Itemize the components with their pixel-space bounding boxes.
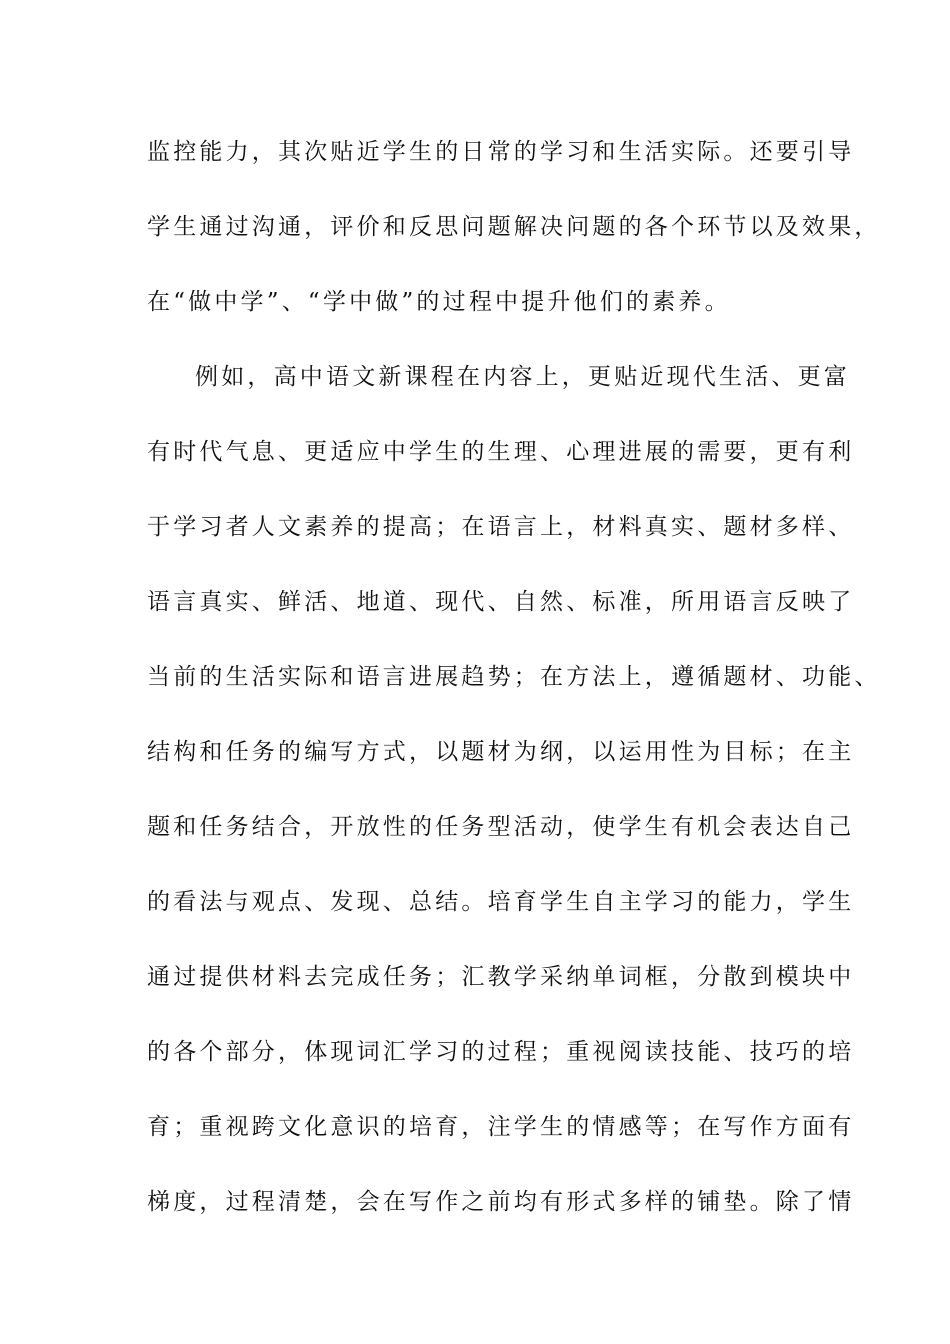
paragraph-line: 语言真实、鲜活、地道、现代、自然、标准，所用语言反映了 xyxy=(147,589,855,615)
paragraph-line: 在“做中学”、“学中做”的过程中提升他们的素养。 xyxy=(147,289,731,315)
paragraph-line: 题和任务结合，开放性的任务型活动，使学生有机会表达自己 xyxy=(147,814,855,840)
paragraph-line: 当前的生活实际和语言进展趋势；在方法上，遵循题材、功能、 xyxy=(147,664,881,690)
paragraph-line: 的看法与观点、发现、总结。培育学生自主学习的能力，学生 xyxy=(147,889,855,915)
paragraph-line: 的各个部分，体现词汇学习的过程；重视阅读技能、技巧的培 xyxy=(147,1039,855,1065)
paragraph-line: 监控能力，其次贴近学生的日常的学习和生活实际。还要引导 xyxy=(147,139,855,165)
paragraph-line: 学生通过沟通，评价和反思问题解决问题的各个环节以及效果， xyxy=(147,214,881,240)
paragraph-line: 梯度，过程清楚，会在写作之前均有形式多样的铺垫。除了情 xyxy=(147,1189,855,1215)
paragraph-line: 结构和任务的编写方式，以题材为纲，以运用性为目标；在主 xyxy=(147,739,855,765)
paragraph-line: 于学习者人文素养的提高；在语言上，材料真实、题材多样、 xyxy=(147,514,855,540)
paragraph-line: 通过提供材料去完成任务；汇教学采纳单词框，分散到模块中 xyxy=(147,964,855,990)
paragraph-line: 育；重视跨文化意识的培育，注学生的情感等；在写作方面有 xyxy=(147,1114,855,1140)
paragraph-line: 例如，高中语文新课程在内容上，更贴近现代生活、更富 xyxy=(195,364,850,390)
paragraph-line: 有时代气息、更适应中学生的生理、心理进展的需要，更有利 xyxy=(147,439,855,465)
